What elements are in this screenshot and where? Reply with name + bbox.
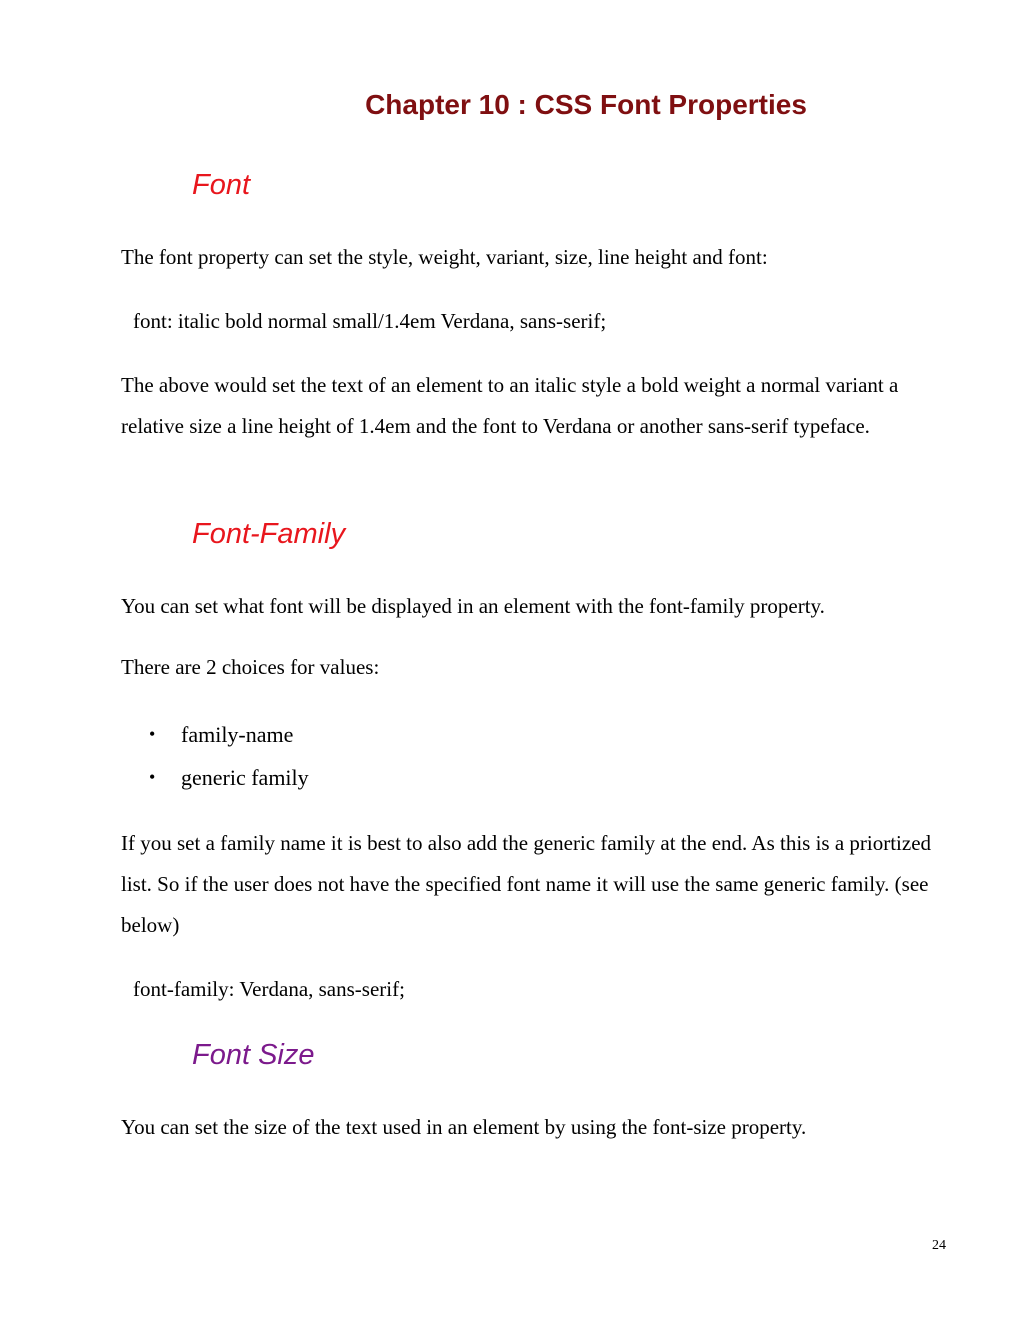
chapter-title: Chapter 10 : CSS Font Properties — [365, 89, 807, 120]
choices-intro-paragraph: There are 2 choices for values: — [121, 655, 380, 679]
font-family-explanation-paragraph: If you set a family name it is best to also add the generic family at the end. As this is a priortized list. So if the user does not have the specified font name it will use the same generic family. (see below) — [121, 831, 932, 937]
font-intro-paragraph: The font property can set the style, weight, variant, size, line height and font: — [121, 245, 768, 269]
choice-label: family-name — [181, 722, 294, 747]
font-size-intro-paragraph: You can set the size of the text used in an element by using the font-size property. — [121, 1115, 807, 1139]
choice-label: generic family — [181, 765, 309, 790]
font-explanation-paragraph: The above would set the text of an element to an italic style a bold weight a normal variant a relative size a line height of 1.4em and the font to Verdana or another sans-serif typeface. — [121, 373, 899, 438]
bullet-icon: • — [149, 724, 156, 744]
font-family-intro-paragraph: You can set what font will be displayed in an element with the font-family property. — [121, 594, 825, 618]
section-heading-font-size: Font Size — [192, 1039, 315, 1071]
list-item — [140, 756, 309, 799]
choices-list — [140, 713, 309, 799]
page-number: 24 — [932, 1238, 946, 1253]
list-item — [140, 713, 309, 756]
bullet-icon: • — [149, 767, 156, 787]
section-heading-font-family: Font-Family — [192, 518, 346, 550]
font-family-code-example: font-family: Verdana, sans-serif; — [133, 977, 405, 1001]
section-heading-font: Font — [192, 169, 251, 201]
font-code-example: font: italic bold normal small/1.4em Verdana, sans-serif; — [133, 309, 607, 333]
